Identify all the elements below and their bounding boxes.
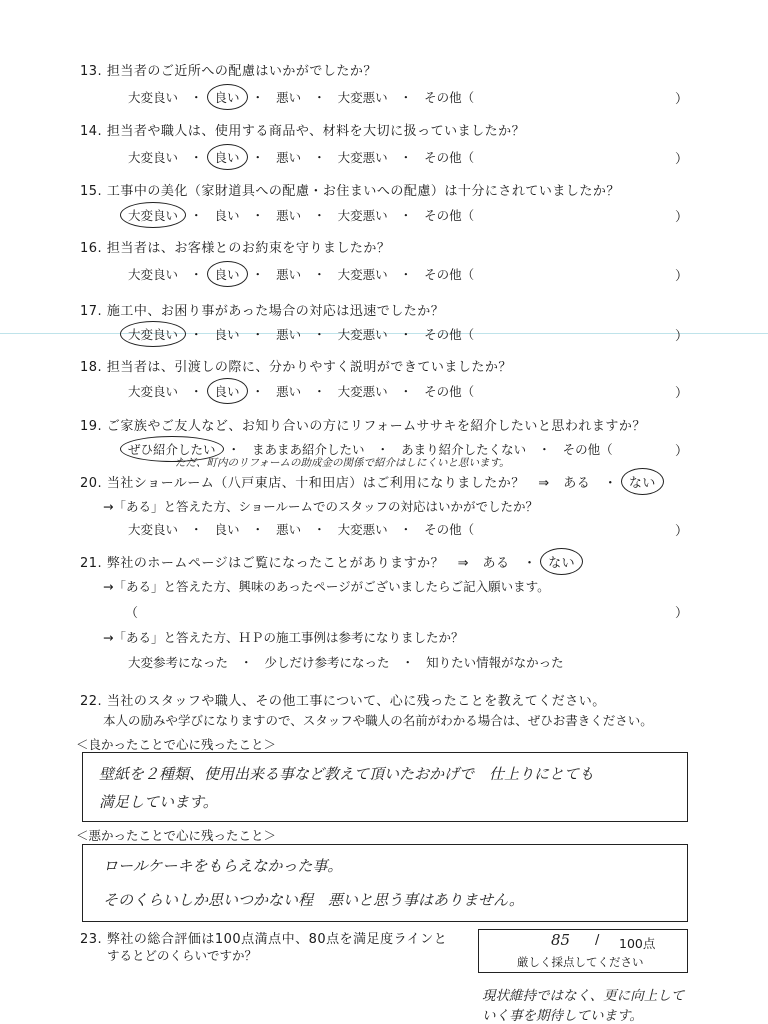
question-number: 23. — [80, 932, 103, 947]
question-number: 21. — [80, 556, 103, 571]
rating-row-14: 大変良い ・ 良い ・ 悪い ・ 大変悪い ・ その他（ — [125, 148, 477, 166]
good-comment-box[interactable] — [82, 752, 688, 822]
question-number: 17. — [80, 304, 103, 319]
hp-rating-row: 大変参考になった ・ 少しだけ参考になった ・ 知りたい情報がなかった — [125, 653, 567, 671]
score-note: 厳しく採点してください — [517, 955, 644, 969]
question-22 — [80, 690, 606, 709]
paren-close: ） — [675, 269, 689, 284]
score-box[interactable] — [478, 929, 688, 973]
option-very-bad[interactable]: 大変悪い — [337, 522, 388, 537]
option-bad[interactable]: 悪い — [276, 150, 302, 165]
bad-comment-box[interactable] — [82, 844, 688, 922]
option-very-good[interactable]: 大変良い — [125, 206, 181, 224]
q20-followup: →「ある」と答えた方、ショールームでのスタッフの対応はいかがでしたか？ — [103, 499, 538, 514]
option-other[interactable]: その他（ — [424, 267, 475, 282]
rating-row-18: 大変良い ・ 良い ・ 悪い ・ 大変悪い ・ その他（ — [125, 382, 477, 400]
option-bad[interactable]: 悪い — [276, 208, 302, 223]
question-number: 14. — [80, 124, 103, 139]
question-20 — [80, 472, 659, 491]
option-bad[interactable]: 悪い — [276, 327, 302, 342]
option-other[interactable]: その他（ — [562, 442, 613, 457]
paren-close: ） — [675, 329, 689, 344]
option-good[interactable]: 良い — [212, 265, 243, 283]
bad-comment-line-2: そのくらいしか思いつかない程 悪いと思う事はありません。 — [103, 891, 524, 909]
option-no-info[interactable]: 知りたい情報がなかった — [426, 655, 564, 670]
good-comment-line-1: 壁紙を２種類、使用出来る事など教えて頂いたおかげで 仕上りにとても — [99, 765, 595, 783]
option-bad[interactable]: 悪い — [276, 90, 302, 105]
paren-open: （ — [125, 606, 139, 621]
option-good[interactable]: 良い — [212, 88, 243, 106]
recommend-row-19: ぜひ紹介したい ・ まあまあ紹介したい ・ あまり紹介したくない ・ その他（ — [125, 440, 616, 458]
final-comment-line-1: 現状維持ではなく、更に向上して — [482, 988, 685, 1004]
option-other[interactable]: その他（ — [424, 327, 475, 342]
final-comment-line-2: いく事を期待しています。 — [482, 1008, 643, 1024]
question-text: ご家族やご友人など、お知り合いの方にリフォームササキを紹介したいと思われますか？ — [106, 419, 646, 434]
question-text: 工事中の美化（家財道具への配慮・お住まいへの配慮）は十分にされていましたか？ — [106, 184, 620, 199]
q21-followup-2: →「ある」と答えた方、ＨＰの施工事例は参考になりましたか？ — [103, 630, 464, 645]
option-other[interactable]: その他（ — [424, 208, 475, 223]
bad-comment-label: ＜悪かったことで心に残ったこと＞ — [76, 828, 277, 843]
option-very-helpful[interactable]: 大変参考になった — [128, 655, 229, 670]
question-number: 20. — [80, 476, 103, 491]
rating-row-13: 大変良い ・ 良い ・ 悪い ・ 大変悪い ・ その他（ — [125, 88, 477, 106]
paren-close: ） — [675, 210, 689, 225]
option-very-bad[interactable]: 大変悪い — [337, 90, 388, 105]
option-very-good[interactable]: 大変良い — [128, 384, 179, 399]
option-not-recommend[interactable]: あまり紹介したくない — [401, 442, 527, 457]
good-comment-line-2: 満足しています。 — [99, 793, 218, 811]
q21-followup-1: →「ある」と答えた方、興味のあったページがございましたらご記入願います。 — [103, 579, 550, 594]
good-comment-label: ＜良かったことで心に残ったこと＞ — [76, 737, 277, 752]
option-very-good[interactable]: 大変良い — [128, 90, 179, 105]
option-very-bad[interactable]: 大変悪い — [337, 384, 388, 399]
q23-line-2: するとどのくらいですか？ — [107, 948, 258, 963]
paren-close: ） — [675, 606, 689, 621]
option-other[interactable]: その他（ — [424, 384, 475, 399]
option-very-bad[interactable]: 大変悪い — [337, 150, 388, 165]
option-very-bad[interactable]: 大変悪い — [337, 208, 388, 223]
option-very-bad[interactable]: 大変悪い — [337, 327, 388, 342]
q22-instructions: 本人の励みや学びになりますので、スタッフや職人の名前がわかる場合は、ぜひお書きください。 — [103, 713, 653, 728]
question-number: 16. — [80, 241, 103, 256]
option-bad[interactable]: 悪い — [276, 267, 302, 282]
question-text: 施工中、お困り事があった場合の対応は迅速でしたか？ — [106, 304, 445, 319]
q19-handwritten-note: ただ、町内のリフォームの助成金の関係で紹介はしにくいと思います。 — [175, 457, 510, 469]
option-bad[interactable]: 悪い — [276, 384, 302, 399]
option-no[interactable]: ない — [626, 472, 659, 491]
question-number: 22. — [80, 694, 103, 709]
rating-row-17: 大変良い ・ 良い ・ 悪い ・ 大変悪い ・ その他（ — [125, 325, 477, 343]
question-text: 当社ショールーム（八戸東店、十和田店）はご利用になりましたか？ ⇒ ある ・ — [106, 476, 618, 491]
paren-close: ） — [675, 152, 689, 167]
paren-close: ） — [675, 444, 689, 459]
paren-close: ） — [675, 524, 689, 539]
question-text: 弊社の総合評価は100点満点中、80点を満足度ラインと — [106, 932, 448, 947]
option-other[interactable]: その他（ — [424, 90, 475, 105]
question-21 — [80, 552, 578, 571]
question-number: 13. — [80, 64, 103, 79]
option-no[interactable]: ない — [545, 552, 578, 571]
option-other[interactable]: その他（ — [424, 522, 475, 537]
option-good[interactable]: 良い — [214, 327, 240, 342]
question-23 — [80, 928, 447, 947]
option-very-good[interactable]: 大変良い — [125, 325, 181, 343]
question-number: 19. — [80, 419, 103, 434]
option-very-good[interactable]: 大変良い — [128, 522, 179, 537]
score-slash: / — [595, 933, 600, 948]
option-good[interactable]: 良い — [212, 148, 243, 166]
option-bad[interactable]: 悪い — [276, 522, 302, 537]
score-value: 85 — [551, 931, 571, 949]
option-good[interactable]: 良い — [214, 522, 240, 537]
question-number: 15. — [80, 184, 103, 199]
option-slightly-helpful[interactable]: 少しだけ参考になった — [264, 655, 390, 670]
option-good[interactable]: 良い — [214, 208, 240, 223]
question-number: 18. — [80, 360, 103, 375]
question-text: 担当者や職人は、使用する商品や、材料を大切に扱っていましたか？ — [106, 124, 526, 139]
rating-row-15: 大変良い ・ 良い ・ 悪い ・ 大変悪い ・ その他（ — [125, 206, 477, 224]
question-14 — [80, 120, 525, 139]
question-text: 担当者のご近所への配慮はいかがでしたか？ — [106, 64, 377, 79]
option-other[interactable]: その他（ — [424, 150, 475, 165]
question-text: 担当者は、引渡しの際に、分かりやすく説明ができていましたか？ — [106, 360, 512, 375]
question-17 — [80, 300, 444, 319]
rating-row-20: 大変良い ・ 良い ・ 悪い ・ 大変悪い ・ その他（ — [125, 520, 477, 538]
question-18 — [80, 356, 512, 375]
bad-comment-line-1: ロールケーキをもらえなかった事。 — [103, 857, 343, 875]
question-text: 弊社のホームページはご覧になったことがありますか？ ⇒ ある ・ — [106, 556, 537, 571]
question-13 — [80, 60, 377, 79]
paren-close: ） — [675, 386, 689, 401]
rating-row-16: 大変良い ・ 良い ・ 悪い ・ 大変悪い ・ その他（ — [125, 265, 477, 283]
score-max: 100点 — [619, 936, 656, 951]
question-19 — [80, 415, 646, 434]
option-very-good[interactable]: 大変良い — [128, 150, 179, 165]
paren-close: ） — [675, 92, 689, 107]
option-definitely-recommend[interactable]: ぜひ紹介したい — [125, 440, 219, 458]
question-text: 当社のスタッフや職人、その他工事について、心に残ったことを教えてください。 — [106, 694, 606, 709]
option-very-good[interactable]: 大変良い — [128, 267, 179, 282]
option-somewhat-recommend[interactable]: まあまあ紹介したい — [252, 442, 365, 457]
option-good[interactable]: 良い — [212, 382, 243, 400]
question-15 — [80, 180, 620, 199]
question-16 — [80, 237, 390, 256]
question-text: 担当者は、お客様とのお約束を守りましたか？ — [106, 241, 391, 256]
option-very-bad[interactable]: 大変悪い — [337, 267, 388, 282]
